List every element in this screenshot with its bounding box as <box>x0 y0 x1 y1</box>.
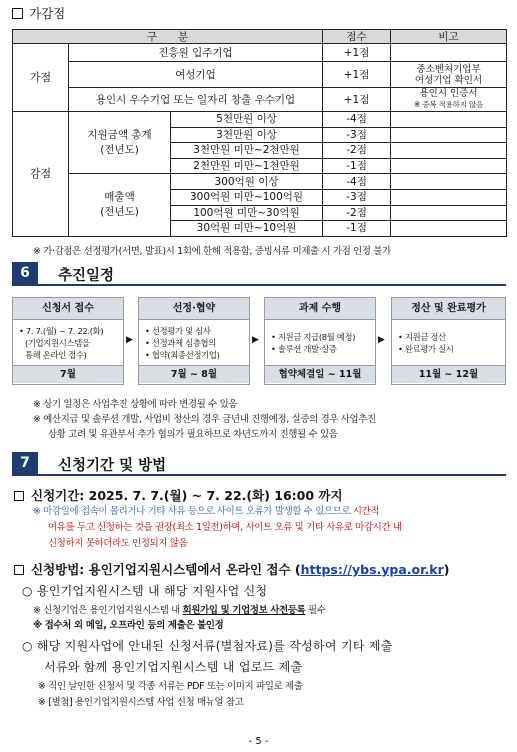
method-item-continued: 서류와 함께 용인기업지원시스템 내 업로드 제출 <box>44 660 303 674</box>
add-remark <box>391 44 507 62</box>
application-method <box>14 560 449 578</box>
table-row <box>13 44 507 62</box>
score-cell: -4점 <box>323 174 391 190</box>
add-score: +1점 <box>323 62 391 88</box>
score-cell: -3점 <box>323 127 391 143</box>
method-note: ※ [별첨] 용인기업지원시스템 사업 신청 매뉴얼 참고 <box>38 697 244 708</box>
step-period: 11월 ~ 12월 <box>392 365 505 383</box>
schedule-note: ※ 상기 일정은 사업추진 상황에 따라 변경될 수 있음 <box>33 399 238 410</box>
schedule-note: ※ 예산지급 및 솔루션 개발, 사업비 정산의 경우 금년내 진행예정, 실증의 경우 사업추진 <box>33 414 376 425</box>
table-row <box>13 174 507 190</box>
step-line: • 선정평가 및 심사 <box>145 326 211 336</box>
method-note: ※ 접수처 외 메일, 오프라인 등의 제출은 불인정 <box>33 620 224 631</box>
section-title: 신청기간 및 방법 <box>58 458 167 474</box>
add-label: 가점 <box>13 44 69 112</box>
step-body <box>265 320 375 365</box>
arrow-right-icon: ▶ <box>252 335 259 345</box>
group-label <box>69 174 171 236</box>
range-cell: 300억원 이상 <box>171 174 323 190</box>
deadline-warning-text: 여유를 두고 신청하는 것을 권장(최소 1일전)하며, 사이트 오류 및 기타 사유로 마감시간 내 <box>48 522 402 533</box>
table-row <box>13 88 507 112</box>
schedule-step <box>264 297 376 385</box>
remark-cell <box>391 174 507 190</box>
table-row <box>13 62 507 88</box>
range-cell: 2천만원 미만~1천만원 <box>171 158 323 174</box>
section-heading-add-deduct <box>12 4 65 22</box>
score-table <box>12 29 507 237</box>
method-note-emphasis: 회원가입 및 기업정보 사전등록 <box>182 605 306 616</box>
remark-cell <box>391 158 507 174</box>
application-period-text: 신청기간: 2025. 7. 7.(월) ~ 7. 22.(화) 16:00 까지 <box>31 488 343 503</box>
section-divider <box>12 284 506 286</box>
schedule-step <box>138 297 250 385</box>
range-cell: 3천만원 미만~2천만원 <box>171 143 323 159</box>
deduct-label: 감점 <box>13 112 69 237</box>
step-line: • 완료평가 실시 <box>398 344 454 354</box>
remark-cell <box>391 112 507 128</box>
page-number: - 5 - <box>248 736 269 747</box>
step-title: 신청서 접수 <box>13 298 123 320</box>
deadline-warning-text: 신청하지 못하더라도 인정되지 않음 <box>48 538 188 549</box>
step-line: • 지원금 지급(8월 예정) <box>271 332 356 342</box>
table-row <box>13 112 507 128</box>
deadline-warning-text: 시간적 <box>352 506 380 517</box>
group-label-line: (전년도) <box>100 206 139 219</box>
add-remark <box>391 62 507 88</box>
section-title: 추진일정 <box>58 268 115 284</box>
method-note-text: ※ 신청기업은 용인기업지원시스템 내 <box>33 605 183 616</box>
ybs-site-link[interactable]: https://ybs.ypa.or.kr <box>300 562 444 577</box>
step-line: • 협약(최종선정기업) <box>145 350 220 360</box>
add-item: 용인시 우수기업 또는 일자리 창출 우수기업 <box>69 88 323 112</box>
score-cell: -2점 <box>323 143 391 159</box>
checkbox-bullet-icon <box>14 491 24 501</box>
range-cell: 100억원 미만~30억원 <box>171 205 323 221</box>
remark-line: 여성기업 확인서 <box>414 74 483 86</box>
remark-cell <box>391 127 507 143</box>
table-header-row <box>13 30 507 44</box>
add-score: +1점 <box>323 44 391 62</box>
score-cell: -1점 <box>323 158 391 174</box>
step-line: (기업지원시스템을 <box>25 338 90 348</box>
section-heading-text: 가감점 <box>29 6 66 21</box>
checkbox-bullet-icon <box>14 565 24 575</box>
schedule-note: 상황 고려 및 유관부서 추가 협의가 필요하므로 차년도까지 진행될 수 있음 <box>48 429 338 440</box>
deadline-note-line <box>33 505 379 519</box>
remark-cell <box>391 189 507 205</box>
arrow-right-icon: ▶ <box>126 335 133 345</box>
step-title: 과제 수행 <box>265 298 375 320</box>
add-item: 여성기업 <box>69 62 323 88</box>
score-cell: -1점 <box>323 221 391 237</box>
section-divider <box>12 474 506 476</box>
remark-line: 중소벤처기업부 <box>416 63 481 75</box>
header-score: 점수 <box>323 30 391 44</box>
add-item: 진흥원 입주기업 <box>69 44 323 62</box>
range-cell: 3천만원 이상 <box>171 127 323 143</box>
add-score: +1점 <box>323 88 391 112</box>
arrow-right-icon: ▶ <box>378 335 385 345</box>
group-label-line: (전년도) <box>100 143 139 156</box>
step-line: • 7. 7.(월) ~ 7. 22.(화) <box>19 326 104 336</box>
step-body <box>13 320 123 365</box>
method-item: ○ 해당 지원사업에 안내된 신청서류(별첨자료)를 작성하여 기타 제출 <box>22 639 393 653</box>
group-label-line: 매출액 <box>104 191 135 204</box>
step-period: 협약체결일 ~ 11월 <box>265 365 375 383</box>
score-cell: -2점 <box>323 205 391 221</box>
header-category: 구 분 <box>13 30 323 44</box>
application-period <box>14 486 343 504</box>
remark-cell <box>391 221 507 237</box>
step-title: 선정·협약 <box>139 298 249 320</box>
deadline-note-text: ※ 마감일에 접속이 몰리거나 기타 사유 등으로 사이트 오류가 발생할 수 있으므로 <box>33 506 353 517</box>
checkbox-bullet-icon <box>12 8 23 19</box>
range-cell: 300억원 미만~100억원 <box>171 189 323 205</box>
step-body <box>392 320 505 365</box>
step-line: 통해 온라인 접수) <box>25 350 87 360</box>
section-number-badge: 6 <box>12 262 38 284</box>
application-method-close: ) <box>443 562 450 577</box>
score-cell: -3점 <box>323 189 391 205</box>
range-cell: 5천만원 이상 <box>171 112 323 128</box>
table-footnote: ※ 가·감점은 선정평가(서면, 발표)시 1회에 한해 적용함, 증빙서류 미제출 시 가점 인정 불가 <box>33 246 391 257</box>
header-remark: 비고 <box>391 30 507 44</box>
group-label <box>69 112 171 174</box>
step-line: • 솔루션 개발·실증 <box>271 344 337 354</box>
remark-line: 용인시 인증서 <box>419 88 478 99</box>
step-title: 정산 및 완료평가 <box>392 298 505 320</box>
method-note-text: 필수 <box>305 605 326 616</box>
score-cell: -4점 <box>323 112 391 128</box>
step-body <box>139 320 249 365</box>
method-note <box>33 604 326 618</box>
add-remark <box>391 88 507 112</box>
step-period: 7월 ~ 8월 <box>139 365 249 383</box>
section-number-badge: 7 <box>12 452 38 474</box>
schedule-step <box>391 297 506 385</box>
remark-cell <box>391 143 507 159</box>
step-period: 7월 <box>13 365 123 383</box>
remark-cell <box>391 205 507 221</box>
step-line: • 선정과제 심층협의 <box>145 338 216 348</box>
group-label-line: 지원금액 총계 <box>87 128 152 141</box>
remark-note: ※ 중복 적용하지 않음 <box>414 100 484 109</box>
method-item: ○ 용인기업지원시스템 내 해당 지원사업 신청 <box>22 584 268 598</box>
application-method-text: 신청방법: 용인기업지원시스템에서 온라인 접수 ( <box>31 562 301 577</box>
range-cell: 30억원 미만~10억원 <box>171 221 323 237</box>
method-note: ※ 직인 날인한 신청서 및 각종 서류는 PDF 또는 이미지 파일로 제출 <box>38 681 303 692</box>
step-line: • 지원금 정산 <box>398 332 446 342</box>
schedule-step <box>12 297 124 385</box>
